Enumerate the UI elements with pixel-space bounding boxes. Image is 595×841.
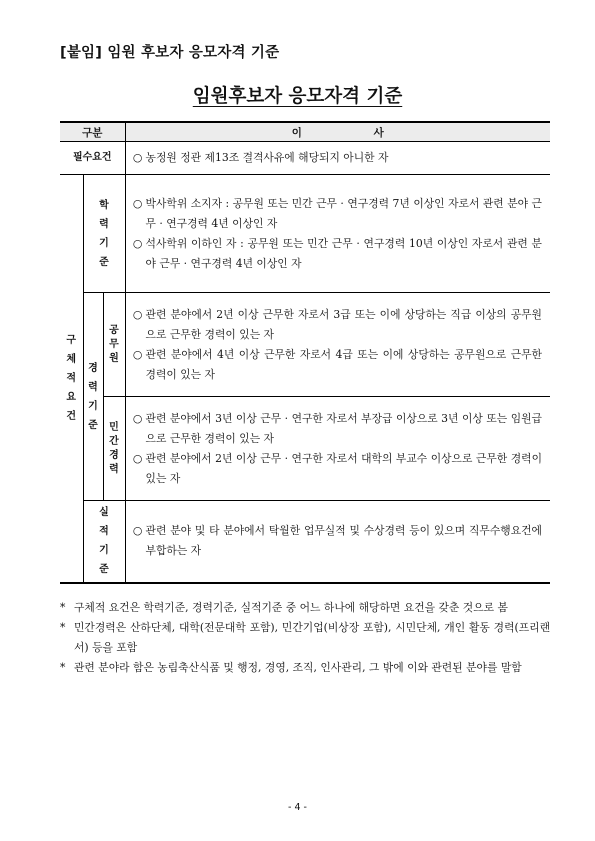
career-private-label: 민간경력: [103, 397, 125, 501]
bullet-mark: ○: [132, 307, 143, 321]
note-mark: *: [60, 661, 66, 674]
career-public-row: [60, 293, 550, 397]
list-item: [130, 345, 542, 385]
required-label: 필수요건: [60, 142, 125, 175]
career-public-label: 공무원: [103, 293, 125, 397]
document-title: 임원후보자 응모자격 기준: [192, 86, 403, 107]
header-content: 이 사: [125, 122, 550, 142]
note-mark: *: [60, 601, 66, 614]
performance-label: 실적기준: [83, 501, 125, 583]
career-public-item-2: 관련 분야에서 4년 이상 근무한 자로서 4급 또는 이에 상당하는 공무원으로 근무한 경력이 있는 자: [145, 347, 542, 381]
note-2: 민간경력은 산하단체, 대학(전문대학 포함), 민간기업(비상장 포함), 시민단체, 개인 활동 경력(프리랜서) 등을 포함: [74, 621, 550, 654]
career-private-item-1: 관련 분야에서 3년 이상 근무 · 연구한 자로서 부장급 이상으로 3년 이상 또는 임원급으로 근무한 경력이 있는 자: [145, 411, 542, 445]
list-item: [130, 234, 542, 274]
list-item: [130, 305, 542, 345]
table-header-row: [60, 122, 550, 142]
note-3: 관련 분야라 함은 농림축산식품 및 행정, 경영, 조직, 인사관리, 그 밖에 이와 관련된 분야를 말함: [74, 661, 522, 674]
career-public-content: [125, 293, 550, 397]
performance-row: [60, 501, 550, 583]
career-private-row: [60, 397, 550, 501]
list-item: [130, 521, 542, 561]
bullet-mark: ○: [132, 347, 143, 361]
education-item-2: 석사학위 이하인 자 : 공무원 또는 민간 근무 · 연구경력 10년 이상인 자로서 관련 분야 근무 · 연구경력 4년 이상인 자: [145, 236, 542, 270]
bullet-mark: ○: [132, 411, 143, 425]
list-item: [130, 194, 542, 234]
career-public-item-1: 관련 분야에서 2년 이상 근무한 자로서 3급 또는 이에 상당하는 직급 이상의 공무원으로 근무한 경력이 있는 자: [145, 307, 542, 341]
list-item: [130, 409, 542, 449]
bullet-mark: ○: [132, 451, 143, 465]
note-1: 구체적 요건은 학력기준, 경력기준, 실적기준 중 어느 하나에 해당하면 요건을 갖춘 것으로 봄: [74, 601, 508, 614]
list-item: [130, 148, 542, 168]
list-item: [60, 618, 550, 658]
bullet-mark: ○: [132, 236, 143, 250]
required-content: [125, 142, 550, 175]
career-private-content: [125, 397, 550, 501]
performance-item-1: 관련 분야 및 타 분야에서 탁월한 업무실적 및 수상경력 등이 있으며 직무수행요건에 부합하는 자: [145, 524, 542, 558]
page-number: - 4 -: [288, 802, 307, 813]
attachment-label: [붙임] 임원 후보자 응모자격 기준: [60, 45, 280, 61]
education-item-1: 박사학위 소지자 : 공무원 또는 민간 근무 · 연구경력 7년 이상인 자로서 관련 분야 근무 · 연구경력 4년 이상인 자: [145, 196, 542, 230]
note-mark: *: [60, 621, 66, 634]
bullet-mark: ○: [132, 151, 143, 164]
career-private-item-2: 관련 분야에서 2년 이상 근무 · 연구한 자로서 대학의 부교수 이상으로 근무한 경력이 있는 자: [145, 451, 542, 485]
performance-content: [125, 501, 550, 583]
specific-label: 구체적요건: [60, 175, 83, 583]
bullet-mark: ○: [132, 524, 143, 538]
education-row: [60, 175, 550, 293]
career-label: 경력기준: [83, 293, 103, 501]
list-item: [60, 598, 550, 618]
list-item: [60, 658, 550, 678]
list-item: [130, 449, 542, 489]
footnotes: [60, 598, 550, 678]
criteria-table: [60, 121, 550, 584]
bullet-mark: ○: [132, 196, 143, 210]
required-row: [60, 142, 550, 175]
education-content: [125, 175, 550, 293]
required-item-1: 농정원 정관 제13조 결격사유에 해당되지 아니한 자: [145, 151, 389, 164]
header-category: 구분: [60, 122, 125, 142]
education-label: 학력기준: [83, 175, 125, 293]
